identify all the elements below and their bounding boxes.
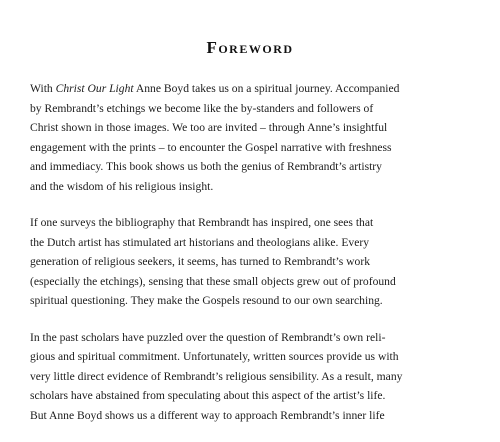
line-text: Anne Boyd takes us on a spiritual journey. Accompanied <box>133 82 400 95</box>
text-line: by Rembrandt’s etchings we become like the by-standers and followers of <box>30 101 374 115</box>
text-line: (especially the etchings), sensing that these small objects grew out of profound <box>30 274 396 288</box>
page-title: Foreword <box>206 38 294 57</box>
text-line: the Dutch artist has stimulated art historians and theologians alike. Every <box>30 235 370 249</box>
paragraph-2 <box>30 213 500 311</box>
text-line: If one surveys the bibliography that Rembrandt has inspired, one sees that <box>30 216 374 229</box>
book-title-italic: Christ Our Light <box>55 82 134 95</box>
text-line <box>30 79 500 99</box>
line-text: With <box>30 82 56 95</box>
text-line: generation of religious seekers, it seems, has turned to Rembrandt’s work <box>30 255 370 268</box>
paragraph-3 <box>30 328 500 426</box>
text-line: and the wisdom of his religious insight. <box>30 179 214 193</box>
text-line: very little direct evidence of Rembrandt’s religious sensibility. As a result, many <box>30 369 403 383</box>
text-line: and immediacy. This book shows us both the genius of Rembrandt’s artistry <box>30 160 382 173</box>
foreword-body <box>30 79 500 442</box>
text-line: gious and spiritual commitment. Unfortunately, written sources provide us with <box>30 350 399 363</box>
paragraph-1 <box>30 79 500 196</box>
text-line: scholars have abstained from speculating about this aspect of the artist’s life. <box>30 389 386 402</box>
text-line: But Anne Boyd shows us a different way to approach Rembrandt’s inner life <box>30 408 385 422</box>
text-line: Christ shown in those images. We too are invited – through Anne’s insightful <box>30 121 388 134</box>
text-line: In the past scholars have puzzled over the question of Rembrandt’s own reli- <box>30 330 386 344</box>
text-line: engagement with the prints – to encounter the Gospel narrative with freshness <box>30 140 392 154</box>
text-line: spiritual questioning. They make the Gospels resound to our own searching. <box>30 294 383 307</box>
